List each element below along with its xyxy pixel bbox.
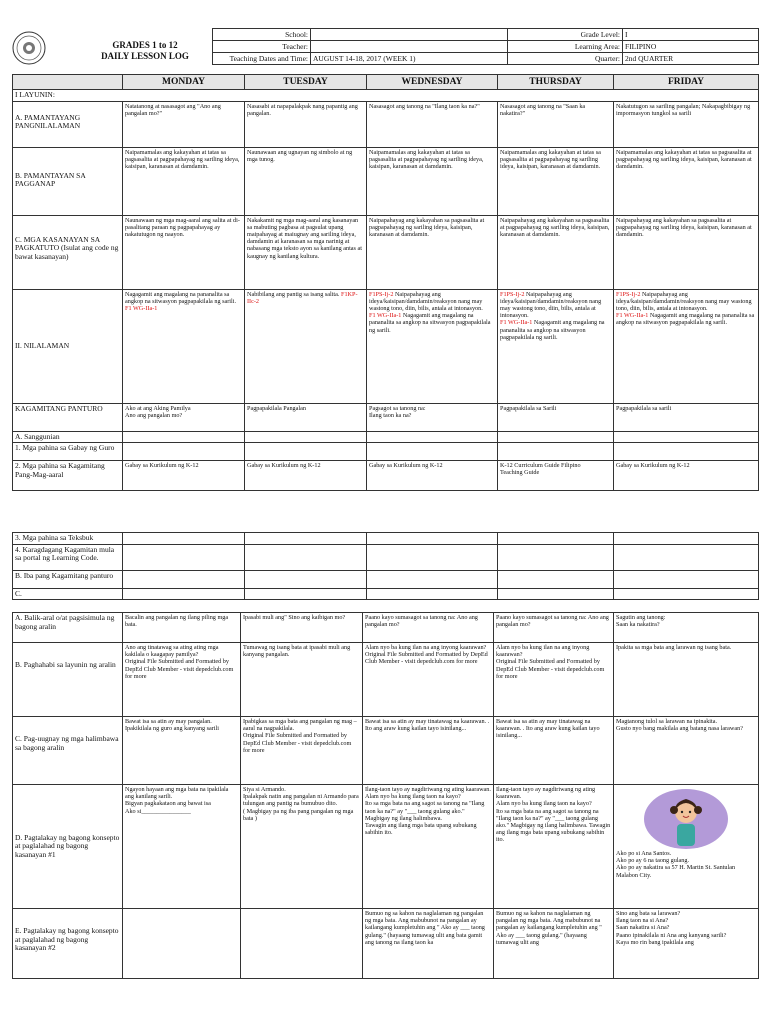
row-label: A. Balik-aral o/at pagsisimula ng bagong aralin bbox=[13, 613, 123, 643]
table-row bbox=[13, 909, 759, 979]
teacher-value[interactable] bbox=[311, 41, 508, 53]
competency-code: F1 WG-IIa-1 bbox=[369, 312, 402, 320]
lesson-cell[interactable] bbox=[498, 570, 614, 588]
table-row bbox=[13, 785, 759, 909]
lesson-cell[interactable]: Nakakamit ng mga mag-aaral ang kasanayan sa mabuting pagbasa at pagsulat upang maipahayag at maiugnay ang sariling ideya, damdamin at karanasan sa mga narinig at nabasang mga teksto ayon sa kanilang antas at kaugnay ng kanilang kultura. bbox=[245, 215, 367, 289]
lesson-cell[interactable]: Alam nyo ba kung ilan na ang inyong kaarawan? Original File Submitted and Formatted by DepEd Club Member - visit depedclub.com for more bbox=[494, 643, 614, 717]
lesson-cell[interactable]: Bawat isa sa atin ay may tinatawag na kaarawan. . Ito ang araw kung kailan tayo isinilang... bbox=[363, 717, 494, 785]
lesson-cell[interactable]: Bumuo ng sa kahon na naglalaman ng pangalan ng mga bata. Ang mabubunot na pangalan ay kailangang kumpletuhin ang " Ako ay ___ taong gulang." (hayaang tumawag ulit ang bata gamit ang tanong na ilang taon ka bbox=[363, 909, 494, 979]
title-line-2: DAILY LESSON LOG bbox=[101, 51, 189, 61]
lesson-cell[interactable] bbox=[245, 570, 367, 588]
lesson-cell[interactable]: Naipamamalas ang kakayahan at tatas sa pagsasalita at pagpapahayag ng sariling ideya, kaisipan, karanasan at damdamin. bbox=[498, 147, 614, 215]
lesson-cell[interactable]: Bacalin ang pangalan ng ilang piling mga bata. bbox=[123, 613, 241, 643]
lesson-cell[interactable]: Naunawaan ang ugnayan ng simbolo at ng mga tunog. bbox=[245, 147, 367, 215]
day-header-wednesday: WEDNESDAY bbox=[367, 75, 498, 90]
corner-cell bbox=[13, 75, 123, 90]
lesson-cell[interactable]: Bumuo ng sa kahon na naglalaman ng pangalan ng mga bata. Ang mabubunot na pangalan ay kailangang kumpletuhin ang " Ako ay ___ taong gulang." (hayaang tumawag ulit ang bbox=[494, 909, 614, 979]
lesson-cell[interactable] bbox=[367, 588, 498, 600]
procedures-table bbox=[12, 612, 759, 979]
dates-value[interactable]: AUGUST 14-18, 2017 (WEEK 1) bbox=[311, 53, 508, 65]
row-label: C. bbox=[13, 588, 123, 600]
lesson-cell[interactable] bbox=[614, 588, 759, 600]
lesson-cell[interactable] bbox=[367, 544, 498, 570]
log-title bbox=[70, 40, 220, 62]
lesson-cell[interactable] bbox=[614, 289, 759, 403]
quarter-label: Quarter: bbox=[508, 53, 623, 65]
grade-label: Grade Level: bbox=[508, 29, 623, 41]
cell-text: Nagagamit ang magalang na pananalita sa angkop na sitwasyon pagpapakilala ng sarili. bbox=[500, 319, 605, 341]
day-header-friday: FRIDAY bbox=[614, 75, 759, 90]
lesson-cell[interactable]: Ano ang tinatawag sa ating ating mga kakilala o kaagapay pamilya? Original File Submitted and Formatted by DepEd Club Member - visit depedclub.com for more bbox=[123, 643, 241, 717]
lesson-cell[interactable]: Tumawag ng isang bata at ipasabi muli ang kanyang pangalan. bbox=[241, 643, 363, 717]
row-label: C. MGA KASANAYAN SA PAGKATUTO (Isulat ang code ng bawat kasanayan) bbox=[13, 215, 123, 289]
row-label: 2. Mga pahina sa Kagamitang Pang-Mag-aaral bbox=[13, 461, 123, 491]
table-row bbox=[13, 443, 759, 461]
row-label: A. PAMANTAYANG PANGNILALAMAN bbox=[13, 101, 123, 147]
table-row bbox=[13, 101, 759, 147]
lesson-cell[interactable]: Paano kayo sumasagot sa tanong na: Ano ang pangalan mo? bbox=[363, 613, 494, 643]
table-row bbox=[13, 544, 759, 570]
lesson-cell[interactable]: Gabay sa Kurikulum ng K-12 bbox=[614, 461, 759, 491]
lesson-cell[interactable] bbox=[245, 443, 367, 461]
day-header-tuesday: TUESDAY bbox=[245, 75, 367, 90]
lesson-cell[interactable]: Gabay sa Kurikulum ng K-12 bbox=[245, 461, 367, 491]
lesson-cell[interactable]: Nasasagot ang tanong na "Saan ka nakatira?" bbox=[498, 101, 614, 147]
row-label: 4. Karagdagang Kagamitan mula sa portal ng Learning Code. bbox=[13, 544, 123, 570]
day-header-thursday: THURSDAY bbox=[498, 75, 614, 90]
competency-code: F1PS-Ij-2 bbox=[616, 290, 641, 298]
lesson-cell[interactable]: Ako at ang Aking Pamilya Ano ang pangalan mo? bbox=[123, 403, 245, 431]
school-label: School: bbox=[213, 29, 311, 41]
lesson-cell[interactable] bbox=[614, 533, 759, 545]
lesson-cell[interactable]: Ipabigkas sa mga bata ang pangalan ng mag – aaral na nagpakilala. Original File Submitted and Formatted by DepEd Club Member - visit depedclub.com for more bbox=[241, 717, 363, 785]
lesson-cell[interactable] bbox=[614, 570, 759, 588]
row-label: II. NILALAMAN bbox=[13, 289, 123, 403]
lesson-cell[interactable]: Ilang-taon tayo ay nagdiriwang ng ating kaarawan. Alam nyo ba kung ilang taon na kayo? Ito sa mga bata na ang sagot sa tanong na "Ilang taon ka na?" ay "___ taong gulang ako." Magbigay ng ilang halimbawa. Tawagin ang ilang mga bata upang subukang sabihin ito. bbox=[494, 785, 614, 909]
day-header-monday: MONDAY bbox=[123, 75, 245, 90]
lesson-cell[interactable]: Naipamamalas ang kakayahan at tatas sa pagsasalita at pagpapahayag ng sariling ideya, kaisipan, karanasan at damdamin. bbox=[123, 147, 245, 215]
lesson-cell[interactable] bbox=[123, 289, 245, 403]
objectives-table bbox=[12, 74, 759, 491]
competency-code: F1 WG-IIa-1 bbox=[125, 305, 158, 312]
grade-value[interactable]: I bbox=[623, 29, 759, 41]
competency-code: F1KP-IIc-2 bbox=[247, 290, 358, 305]
table-row bbox=[13, 570, 759, 588]
lesson-cell[interactable]: Magtanong tulol sa larawan na ipinakita. Gusto nyo bang makilala ang batang nasa larawan? bbox=[614, 717, 759, 785]
lesson-cell[interactable]: Paano kayo sumasagot sa tanong na: Ano ang pangalan mo? bbox=[494, 613, 614, 643]
lesson-cell[interactable] bbox=[367, 289, 498, 403]
lesson-cell[interactable]: Ipakita sa mga bata ang larawan ng isang bata. bbox=[614, 643, 759, 717]
lesson-cell[interactable]: Pagpapakilala Pangalan bbox=[245, 403, 367, 431]
row-label: B. PAMANTAYAN SA PAGGANAP bbox=[13, 147, 123, 215]
cell-text: Nabibilang ang pantig sa isang salita. bbox=[247, 290, 340, 298]
row-label: A. Sanggunian bbox=[13, 431, 123, 443]
school-value[interactable] bbox=[311, 29, 508, 41]
header-info-table bbox=[212, 28, 759, 65]
lesson-cell[interactable]: Naipamamalas ang kakayahan at tatas sa pagsasalita at pagpapahayag ng sariling ideya, kaisipan, karanasan at damdamin. bbox=[367, 147, 498, 215]
lesson-cell[interactable] bbox=[498, 533, 614, 545]
lesson-cell[interactable] bbox=[367, 431, 498, 443]
lesson-cell[interactable]: Gabay sa Kurikulum ng K-12 bbox=[367, 461, 498, 491]
table-row bbox=[13, 588, 759, 600]
lesson-cell[interactable] bbox=[614, 431, 759, 443]
lesson-cell[interactable] bbox=[367, 570, 498, 588]
layunin-label: I LAYUNIN: bbox=[13, 90, 759, 102]
lesson-cell[interactable]: Pagpapakilala sa sarili bbox=[614, 403, 759, 431]
lesson-cell[interactable] bbox=[367, 533, 498, 545]
lesson-cell[interactable]: Pagsagot sa tanong na: Ilang taon ka na? bbox=[367, 403, 498, 431]
lesson-cell[interactable] bbox=[498, 544, 614, 570]
lesson-cell[interactable]: Ilang-taon tayo ay nagdiriwang ng ating kaarawan. Alam nyo ba kung ilang taon na kayo? Ito sa mga bata na ang sagot sa tanong na "Ilang taon ka na?" ay "___ taong gulang ako." Magbigay ng ilang halimbawa. Tawagin ang ilang mga bata upang subukang sabihin ito. bbox=[363, 785, 494, 909]
table-row bbox=[13, 533, 759, 545]
lesson-cell[interactable] bbox=[245, 289, 367, 403]
cell-text: Naipapahayag ang ideya/kaisipan/damdamin/reaksyon nang may wastong tono, diin, bilis, antala at intonasyon. bbox=[369, 290, 483, 312]
lesson-cell[interactable] bbox=[245, 533, 367, 545]
dates-label: Teaching Dates and Time: bbox=[213, 53, 311, 65]
lesson-cell[interactable] bbox=[614, 544, 759, 570]
cell-text: Nagagamit ang magalang na pananalita sa angkop na sitwasyon pagpapakilala ng sarili. bbox=[125, 290, 237, 305]
lesson-cell[interactable] bbox=[123, 588, 245, 600]
table-row bbox=[13, 215, 759, 289]
lesson-cell[interactable]: Ngayon hayaan ang mga bata na ipakilala ang kanilang sarili. Bigyan pagkakataon ang bawat isa Ako si________________ bbox=[123, 785, 241, 909]
table-row bbox=[13, 403, 759, 431]
deped-seal-icon bbox=[12, 31, 46, 65]
lesson-cell[interactable]: Nasasagot ang tanong na "Ilang taon ka na?" bbox=[367, 101, 498, 147]
area-label: Learning Area: bbox=[508, 41, 623, 53]
lesson-cell[interactable]: Siya si Armando. Ipalakpak natin ang pangalan ni Armando para tulungan ang pantig na bumubuo dito. ( Magbigay pa ng iba pang pangalan ng mga bata ) bbox=[241, 785, 363, 909]
row-label: B. Iba pang Kagamitang panturo bbox=[13, 570, 123, 588]
table-row bbox=[13, 147, 759, 215]
lesson-cell[interactable] bbox=[241, 909, 363, 979]
lesson-cell[interactable]: Naunawaan ng mga mag-aaral ang salita at di-pasalitang paraan ng pagpapahayag ay nakatutugon ng naayon. bbox=[123, 215, 245, 289]
row-label: 1. Mga pahina sa Gabay ng Guro bbox=[13, 443, 123, 461]
table-row bbox=[13, 289, 759, 403]
lesson-cell[interactable]: Nasasabi at napapalakpak nang papantig ang pangalan. bbox=[245, 101, 367, 147]
teacher-label: Teacher: bbox=[213, 41, 311, 53]
lesson-cell[interactable] bbox=[498, 431, 614, 443]
competency-code: F1PS-Ij-2 bbox=[369, 290, 394, 298]
lesson-cell[interactable]: Pagpapakilala sa Sarili bbox=[498, 403, 614, 431]
table-row bbox=[13, 717, 759, 785]
lesson-cell[interactable] bbox=[367, 443, 498, 461]
girl-illustration bbox=[643, 788, 729, 850]
lesson-cell[interactable]: Naipapahayag ang kakayahan sa pagsasalita at pagpapahayag ng sariling ideya, kaisipan, karanasan at damdamin. bbox=[498, 215, 614, 289]
lesson-cell[interactable]: Gabay sa Kurikulum ng K-12 bbox=[123, 461, 245, 491]
lesson-cell[interactable]: Bawat isa sa atin ay may tinatawag na kaarawan. . Ito ang araw kung kailan tayo isinilang... bbox=[494, 717, 614, 785]
cell-text: Nagagamit ang magalang na pananalita sa angkop na sitwasyon pagpapakilala ng sarili. bbox=[616, 312, 755, 327]
cell-text: Naipapahayag ang ideya/kaisipan/damdamin/reaksyon nang may wastong tono, diin, bilis, antala at intonasyon. bbox=[616, 290, 752, 312]
competency-code: F1 WG-IIa-1 bbox=[616, 312, 649, 320]
lesson-cell[interactable]: Sagutin ang tanong: Saan ka nakatira? bbox=[614, 613, 759, 643]
lesson-cell[interactable] bbox=[614, 443, 759, 461]
lesson-cell[interactable] bbox=[498, 289, 614, 403]
lesson-cell[interactable] bbox=[123, 909, 241, 979]
table-row bbox=[13, 461, 759, 491]
lesson-cell[interactable]: Naipapahayag ang kakayahan sa pagsasalita at pagpapahayag ng sariling ideya, kaisipan, karanasan at damdamin. bbox=[367, 215, 498, 289]
competency-code: F1 WG-IIa-1 bbox=[500, 319, 533, 327]
table-row bbox=[13, 643, 759, 717]
lesson-cell[interactable] bbox=[123, 431, 245, 443]
quarter-value[interactable]: 2nd QUARTER bbox=[623, 53, 759, 65]
competency-code: F1PS-Ij-2 bbox=[500, 290, 525, 298]
lesson-cell[interactable]: Naipapahayag ang kakayahan sa pagsasalita at pagpapahayag ng sariling ideya, kaisipan, karanasan at damdamin. bbox=[614, 215, 759, 289]
cell-text: Nagagamit ang magalang na pananalita sa angkop na sitwasyon pagpapakilala ng sarili. bbox=[369, 312, 491, 334]
area-value[interactable]: FILIPINO bbox=[623, 41, 759, 53]
cell-text: Ako po si Ana Santos. Ako po ay 6 na taong gulang. Ako po ay nakatira sa 57 H. Martin St. Santulan Malabon City. bbox=[616, 850, 736, 879]
lesson-cell[interactable] bbox=[498, 588, 614, 600]
lesson-cell[interactable] bbox=[614, 785, 759, 909]
lesson-cell[interactable]: Nakatutugon sa sariling pangalan; Nakapagbibigay ng impormasyon tungkol sa sarili bbox=[614, 101, 759, 147]
table-row bbox=[13, 613, 759, 643]
lesson-cell[interactable]: K-12 Curriculum Guide Filipino Teaching Guide bbox=[498, 461, 614, 491]
lesson-cell[interactable] bbox=[123, 533, 245, 545]
row-label: C. Pag-uugnay ng mga halimbawa sa bagong aralin bbox=[13, 717, 123, 785]
lesson-cell[interactable] bbox=[245, 588, 367, 600]
lesson-cell[interactable] bbox=[498, 443, 614, 461]
cell-text: Naipapahayag ang ideya/kaisipan/damdamin/reaksyon nang may wastong tono, diin, bilis, antala at intonasyon. bbox=[500, 290, 602, 320]
lesson-cell[interactable] bbox=[245, 544, 367, 570]
row-label: E. Pagtalakay ng bagong konsepto at paglalahad ng bagong kasanayan #2 bbox=[13, 909, 123, 979]
lesson-cell[interactable] bbox=[123, 544, 245, 570]
table-row bbox=[13, 431, 759, 443]
lesson-cell[interactable]: Natatanong at nasasagot ang "Ano ang pangalan mo?" bbox=[123, 101, 245, 147]
row-label: D. Pagtalakay ng bagong konsepto at paglalahad ng bagong kasanayan #1 bbox=[13, 785, 123, 909]
lesson-cell[interactable]: Sino ang bata sa larawan? Ilang taon na si Ana? Saan nakatira si Ana? Paano ipinakilala ni Ana ang kanyang sarili? Kaya mo rin bang ipakilala ang bbox=[614, 909, 759, 979]
lesson-cell[interactable]: Bawat isa sa atin ay may pangalan. Ipakikilala ng guro ang kanyang sarili bbox=[123, 717, 241, 785]
lesson-cell[interactable] bbox=[123, 443, 245, 461]
lesson-cell[interactable] bbox=[123, 570, 245, 588]
row-label: B. Paghahabi sa layunin ng aralin bbox=[13, 643, 123, 717]
resources-table bbox=[12, 532, 759, 600]
lesson-cell[interactable]: Alam nyo ba kung ilan na ang inyong kaarawan? Original File Submitted and Formatted by DepEd Club Member - visit depedclub.com for more bbox=[363, 643, 494, 717]
lesson-cell[interactable] bbox=[245, 431, 367, 443]
lesson-cell[interactable]: Naipamamalas ang kakayahan at tatas sa pagsasalita at pagpapahayag ng sariling ideya, kaisipan, karanasan at damdamin. bbox=[614, 147, 759, 215]
row-label: KAGAMITANG PANTURO bbox=[13, 403, 123, 431]
title-line-1: GRADES 1 to 12 bbox=[112, 40, 178, 50]
row-label: 3. Mga pahina sa Teksbuk bbox=[13, 533, 123, 545]
lesson-cell[interactable]: Ipasabi muli ang" Sino ang kaibigan mo? bbox=[241, 613, 363, 643]
